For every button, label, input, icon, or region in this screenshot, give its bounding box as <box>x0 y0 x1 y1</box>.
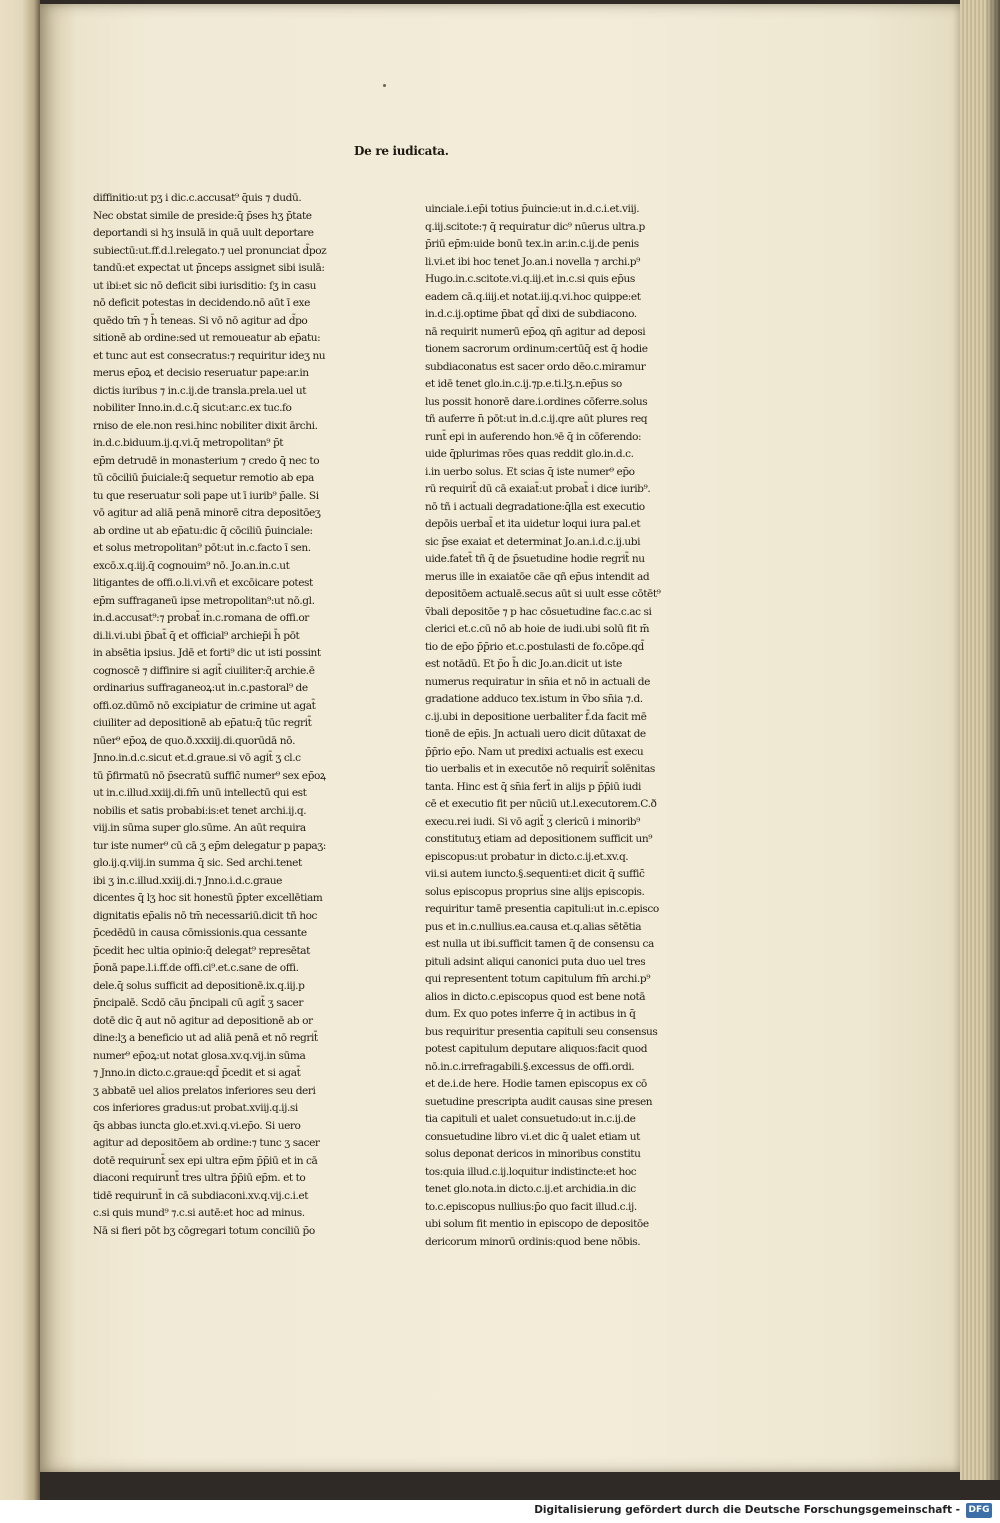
text-line: ut in.c.illud.xxiij.di.fm̄ unū intellectū qui est <box>93 787 307 799</box>
text-line: tidē requirunt̄ in cā subdiaconi.xv.q.vij.c.i.et <box>93 1189 309 1202</box>
text-line: dignitatis ep̄alis nō tm̄ necessariū.dicit tñ hoc <box>93 909 318 922</box>
text-line: in.d.accusat⁹:⁊ probat̄ in.c.romana de offi.or <box>93 612 309 624</box>
text-line: subiectū:ut.ff.d.l.relegato.⁊ uel pronunciat d̄poz <box>93 244 327 257</box>
text-line: potest capitulum deputare aliquos:facit quod <box>425 1043 648 1055</box>
text-line: vō agitur ad aliā penā minorē citra depositōeʒ <box>93 507 321 519</box>
text-line: ciuiliter ad depositionē ab ep̄atu:q̄ tūc regrit̄ <box>93 717 312 729</box>
text-line: nā requirit numerū ep̄oꝝ qn̄ agitur ad deposi <box>425 325 646 338</box>
text-line: tur iste numer⁹ cū cā ʒ ep̄m delegatur p papaʒ: <box>93 839 326 852</box>
text-line: tia capituli et ualet consuetudo:ut in.c.ij.de <box>425 1113 636 1125</box>
text-line: numerus requiratur in sn̄ia et nō in actuali de <box>425 675 650 688</box>
footer-bar <box>0 1500 1000 1523</box>
text-line: tandū:et expectat ut p̄nceps assignet sibi isulā: <box>93 262 325 274</box>
text-line: ep̄m detrudē in monasterium ⁊ credo q̄ nec to <box>93 454 320 467</box>
text-line: q̄s abbas iuncta glo.et.xvi.q.vi.ep̄o. Si uero <box>93 1119 301 1132</box>
text-column-left <box>93 190 343 1240</box>
text-line: et solus metropolitan⁹ pōt:ut in.c.facto ī sen. <box>93 542 311 554</box>
text-line: to.c.episcopus nullius:p̄o quo facit illud.c.ij. <box>425 1200 637 1213</box>
text-line: cognoscē ⁊ diffinire si agit̄ ciuiliter:q̄ archie.ē <box>93 664 315 677</box>
text-line: qui representent totum capitulum fm̄ archi.p⁹ <box>425 973 651 985</box>
text-line: eadem cā.q.iiij.et notat.iij.q.vi.hoc quippe:et <box>425 290 641 303</box>
text-line: dericorum minorū ordinis:quod bene nōbis. <box>425 1235 641 1248</box>
text-line: c.ij.ubi in depositione uerbaliter f̄.da facit mē <box>425 710 647 723</box>
text-line: tū p̄firmatū nō p̄secratū suffic̄ numer⁹ sex ep̄oꝝ <box>93 769 326 782</box>
text-line: tanta. Hinc est q̄ sn̄ia fert̄ in alijs p p̄p̄iū iudi <box>425 780 641 793</box>
text-line: uinciale.i.ep̄i totius p̄uincie:ut in.d.c.i.et.viij. <box>425 203 640 215</box>
text-line: i.in uerbo solus. Et scias q̄ iste numer⁹ ep̄o <box>425 465 635 478</box>
text-line: bus requiritur presentia capituli seu consensus <box>425 1025 658 1038</box>
text-line: clerici et.c.cū nō ab hoie de iudi.ubi solū fit m̄ <box>425 623 650 635</box>
text-line: dictis iuribus ⁊ in.c.ij.de transla.prela.uel ut <box>93 384 307 397</box>
text-line: p̄cedit hec ultia opinio:q̄ delegat⁹ represētat <box>93 944 310 957</box>
text-line: rū requirit̄ dū cā exaiat̄:ut probat̄ i dicɇ iurib⁹. <box>425 483 651 495</box>
text-line: viij.in sūma super glo.sūme. An aūt requira <box>93 822 306 834</box>
text-line: et idē tenet glo.in.c.ij.⁊p.e.ti.lʒ.n.ep̄us so <box>425 378 622 390</box>
text-line: p̄ncipalē. Scdō cāu p̄ncipali cū agit̄ ʒ sacer <box>93 997 303 1009</box>
text-line: c.si quis mund⁹ ⁊.c.si autē:et hoc ad minus. <box>93 1207 305 1219</box>
text-line: li.vi.et ibi hoc tenet Jo.an.i novella ⁊ archi.p⁹ <box>425 255 640 268</box>
text-line: Hugo.in.c.scitote.vi.q.iij.et in.c.si quis ep̄us <box>425 273 635 285</box>
text-line: lus possit honorē dare.i.ordines cōferre.solus <box>425 395 648 408</box>
text-line: nobiliter Inno.in.d.c.q̄ sicut:ar.c.ex tuc.fo <box>93 402 292 414</box>
text-line: ubi solum fit mentio in episcopo de depositōe <box>425 1218 649 1230</box>
text-line: q.iij.scitote:⁊ q̄ requiratur dic⁹ nūerus ultra.p <box>425 220 645 233</box>
text-line: dine:lʒ a beneficio ut ad aliā penā et nō regrit̄ <box>93 1032 318 1044</box>
text-line: offi.oz.dūmō nō excipiatur de crimine ut agat̄ <box>93 699 316 712</box>
text-line: ʒ abbatē uel alios prelatos inferiores seu deri <box>93 1084 316 1097</box>
text-line: nō tñ i actuali degradatione:q̄lla est executio <box>425 500 645 513</box>
text-line: diffinitio:ut pʒ i dic.c.accusat⁹ q̄uis ⁊ dudū. <box>93 192 302 204</box>
text-line: dum. Ex quo potes inferre q̄ in actibus in q̄ <box>425 1008 636 1020</box>
text-line: numer⁹ ep̄oꝝ:ut notat glosa.xv.q.vij.in sūma <box>93 1049 306 1062</box>
text-line: alios in dicto.c.episcopus quod est bene notā <box>425 990 646 1003</box>
text-line: tenet glo.nota.in dicto.c.ij.et archidia.in dic <box>425 1183 636 1195</box>
text-line: v̄bali depositōe ⁊ p hac cōsuetudine fac.c.ac si <box>425 605 652 618</box>
dfg-logo: DFG <box>966 1503 992 1518</box>
text-line: di.li.vi.ubi p̄bat̄ q̄ et official⁹ archiep̄i h̄ pōt <box>93 629 300 642</box>
text-line: tos:quia illud.c.ij.loquitur indistincte:et hoc <box>425 1165 637 1178</box>
text-line: consuetudine libro vi.et dic q̄ ualet etiam ut <box>425 1130 640 1143</box>
text-line: ep̄m suffraganeū ipse metropolitan⁹:ut nō.gl. <box>93 594 315 607</box>
text-line: Jnno.in.d.c.sicut et.d.graue.si vō agit̄ ʒ cl.c <box>93 752 301 764</box>
text-line: in.d.c.biduum.ij.q.vi.q̄ metropolitan⁹ p̄t <box>93 437 284 449</box>
text-line: tū cōciliū p̄uiciale:q̄ sequetur remotio ab epa <box>93 472 314 484</box>
text-line: depōis uerbal̄ et ita uidetur loqui iura pal.et <box>425 518 641 530</box>
text-line: ⁊ Jnno.in dicto.c.graue:qd̄ p̄cedit et si agat̄ <box>93 1067 301 1079</box>
text-line: tionem sacrorum ordinum:certūq̄ est q̄ hodie <box>425 343 648 355</box>
text-line: solus episcopus proprius sine alijs episcopis. <box>425 885 645 898</box>
text-line: suetudine prescripta audit causas sine presen <box>425 1095 653 1108</box>
text-line: sitionē ab ordine:sed ut remoueatur ab ep̄atu: <box>93 332 321 344</box>
text-line: p̄p̄rio ep̄o. Nam ut predixi actualis est execu <box>425 745 644 758</box>
text-line: tionē de ep̄is. Jn actuali uero dicit dūtaxat de <box>425 728 646 740</box>
text-line: tio de ep̄o p̄p̄rio et.c.postulasti de fo.cōpe.qd̄ <box>425 640 644 653</box>
text-line: diaconi requirunt̄ tres ultra p̄p̄iū ep̄m. et to <box>93 1172 306 1184</box>
text-line: in.d.c.ij.optime p̄bat qd̄ dixi de subdiacono. <box>425 308 637 320</box>
text-line: merus ille in exaiatōe cāe qñ ep̄us intendit ad <box>425 570 650 583</box>
text-line: runt̄ epi in auferendo hon.ꝰē q̄ in cōferendo: <box>425 430 642 443</box>
text-line: excō.x.q.iij.q̄ cognouim⁹ nō. Jo.an.in.c.ut <box>93 559 290 572</box>
text-line: constitutuʒ etiam ad depositionem sufficit un⁹ <box>425 833 653 845</box>
text-line: uide.fatet̄ tñ q̄ de p̄suetudine hodie regrit̄ nu <box>425 553 645 565</box>
text-line: et de.i.de here. Hodie tamen episcopus ex cō <box>425 1078 647 1090</box>
text-line: p̄riū ep̄m:uide bonū tex.in ar.in.c.ij.de penis <box>425 238 639 250</box>
text-line: agitur ad depositōem ab ordine:⁊ tunc ʒ sacer <box>93 1137 320 1149</box>
text-line: cos inferiores gradus:ut probat.xviij.q.ij.si <box>93 1102 298 1114</box>
text-line: tu que reseruatur soli pape ut ī iurib⁹ p̄alle. Si <box>93 489 319 502</box>
ink-speck <box>383 84 386 87</box>
facing-page-edge <box>0 0 40 1500</box>
text-line: gradatione adduco tex.istum in v̄bo sn̄ia ⁊.d. <box>425 693 643 705</box>
text-line: est nulla ut ibi.sufficit tamen q̄ de consensu ca <box>425 938 654 950</box>
text-line: subdiaconatus est sacer ordo dēo.c.miramur <box>425 360 646 373</box>
text-line: est notādū. Et p̄o h̄ dic Jo.an.dicit ut iste <box>425 658 622 670</box>
text-line: nobilis et satis probabi:is:et tenet archi.ij.q. <box>93 804 307 817</box>
text-line: pituli adsint aliqui canonici puta duo uel tres <box>425 955 646 968</box>
text-line: vii.si autem iuncto.§.sequenti:et dicit q̄ suffic̄ <box>425 868 645 880</box>
text-line: pus et in.c.nullius.ea.causa et.q.alias sētētia <box>425 920 642 933</box>
text-line: deportandi si hʒ insulā in quā uult deportare <box>93 227 314 239</box>
text-line: dotē dic q̄ aut nō agitur ad depositionē ab or <box>93 1014 313 1027</box>
text-line: in absētia ipsius. Jdē et forti⁹ dic ut isti possint <box>93 647 321 659</box>
text-line: ab ordine ut ab ep̄atu:dic q̄ cōciliū p̄uinciale: <box>93 524 313 537</box>
text-line: litigantes de offi.o.li.vi.vñ et excōicare potest <box>93 577 313 589</box>
text-line: execu.rei iudi. Si vō agit̄ ʒ clericū i minorib⁹ <box>425 815 640 828</box>
text-line: cē et executio fit per nūciū ut.l.executorem.C.ð <box>425 798 657 810</box>
text-column-right <box>425 201 675 1251</box>
text-line: rniso de ele.non resi.hinc nobiliter dixit ārchi. <box>93 419 318 432</box>
text-line: ut ibi:et sic nō deficit sibi iurisditio: ſʒ in casu <box>93 279 317 292</box>
text-line: sic p̄se exaiat et determinat Jo.an.i.d.c.ij.ubi <box>425 535 641 548</box>
text-line: nō.in.c.irrefragabili.§.excessus de offi.ordi. <box>425 1060 635 1073</box>
text-line: ordinarius suffraganeoꝝ:ut in.c.pastoral⁹ de <box>93 682 308 694</box>
text-line: dele.q̄ solus sufficit ad depositionē.ix.q.iij.p <box>93 979 305 992</box>
text-line: depositōem actualē.secus aūt si uult esse cōtēt⁹ <box>425 588 661 600</box>
text-line: dotē requirunt̄ sex epi ultra ep̄m p̄p̄iū et in cā <box>93 1154 318 1167</box>
text-line: p̄cedēdū in causa cōmissionis.qua cessante <box>93 927 307 939</box>
text-line: quēdo tm̄ ⁊ h̄ teneas. Si vō nō agitur ad d̄po <box>93 314 308 327</box>
text-line: Nā si fieri pōt bʒ cōgregari totum conciliū p̄o <box>93 1224 315 1237</box>
text-line: solus deponat dericos in minoribus constitu <box>425 1148 641 1160</box>
text-line: episcopus:ut probatur in dicto.c.ij.et.xv.q. <box>425 850 629 863</box>
text-line: nō deficit potestas in decidendo.nō aūt ī exe <box>93 297 310 309</box>
text-line: ibi ʒ in.c.illud.xxiij.di.⁊ Jnno.i.d.c.graue <box>93 874 282 887</box>
running-title: De re iudicata. <box>354 144 449 158</box>
page-stack-shadow <box>985 0 1000 1480</box>
text-line: tñ auferre n̄ pōt:ut in.d.c.ij.qre aūt plures req <box>425 413 648 425</box>
text-line: Nec obstat simile de preside:q̄ p̄ses hʒ p̄tate <box>93 209 312 222</box>
text-line: p̄onā pape.l.i.ff.de offi.ci⁹.et.c.sane de offi. <box>93 962 299 974</box>
text-line: requiritur tamē presentia capituli:ut in.c.episco <box>425 903 659 915</box>
text-line: uide q̄plurimas rōes quas reddit glo.in.d.c. <box>425 448 634 460</box>
text-line: nūer⁹ ep̄oꝝ de quo.ð.xxxiij.di.quorūdā nō. <box>93 734 295 747</box>
funding-credit: Digitalisierung gefördert durch die Deutsche Forschungsgemeinschaft - <box>534 1504 960 1516</box>
text-line: merus ep̄oꝝ et decisio reseruatur pape:ar.in <box>93 367 309 379</box>
text-line: dicentes q̄ lʒ hoc sit honestū p̄pter excellētiam <box>93 892 323 904</box>
text-line: glo.ij.q.viij.in summa q̄ sic. Sed archi.tenet <box>93 857 302 869</box>
text-line: et tunc aut est consecratus:⁊ requiritur ideʒ nu <box>93 349 326 362</box>
text-line: tio uerbalis et in executōe nō requirit̄ solēnitas <box>425 763 655 775</box>
